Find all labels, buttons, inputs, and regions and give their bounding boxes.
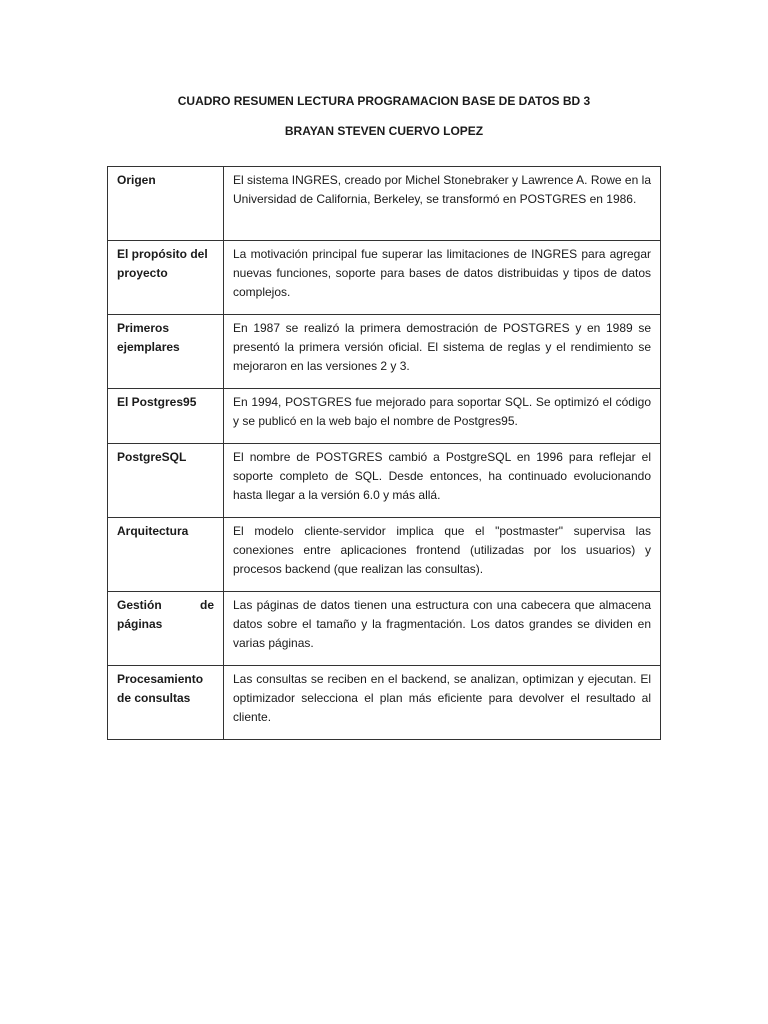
table-row <box>108 315 661 389</box>
row-label: Arquitectura <box>108 518 224 592</box>
table-row <box>108 167 661 241</box>
row-label: Procesamiento de consultas <box>108 666 224 740</box>
table-row <box>108 444 661 518</box>
table-row <box>108 241 661 315</box>
row-label: Gestión de páginas <box>108 592 224 666</box>
table-row <box>108 666 661 740</box>
document-author: BRAYAN STEVEN CUERVO LOPEZ <box>284 124 484 138</box>
row-label: El propósito del proyecto <box>108 241 224 315</box>
row-content: El modelo cliente-servidor implica que el "postmaster" supervisa las conexiones entre aplicaciones frontend (utilizadas por los usuarios) y procesos backend (que realizan las consultas). <box>224 518 661 592</box>
row-label: Origen <box>108 167 224 241</box>
row-label: PostgreSQL <box>108 444 224 518</box>
document-title: CUADRO RESUMEN LECTURA PROGRAMACION BASE DE DATOS BD 3 <box>177 94 591 108</box>
row-content: En 1994, POSTGRES fue mejorado para soportar SQL. Se optimizó el código y se publicó en la web bajo el nombre de Postgres95. <box>224 389 661 444</box>
row-content: Las consultas se reciben en el backend, se analizan, optimizan y ejecutan. El optimizador selecciona el plan más eficiente para devolver el resultado al cliente. <box>224 666 661 740</box>
row-label: El Postgres95 <box>108 389 224 444</box>
row-content: El nombre de POSTGRES cambió a PostgreSQL en 1996 para reflejar el soporte completo de SQL. Desde entonces, ha continuado evolucionando hasta llegar a la versión 6.0 y más allá. <box>224 444 661 518</box>
table-row <box>108 518 661 592</box>
row-label: Primeros ejemplares <box>108 315 224 389</box>
row-content: La motivación principal fue superar las limitaciones de INGRES para agregar nuevas funciones, soporte para bases de datos distribuidas y tipos de datos complejos. <box>224 241 661 315</box>
table-row <box>108 389 661 444</box>
summary-table <box>107 166 661 740</box>
row-content: El sistema INGRES, creado por Michel Stonebraker y Lawrence A. Rowe en la Universidad de California, Berkeley, se transformó en POSTGRES en 1986. <box>224 167 661 241</box>
row-content: En 1987 se realizó la primera demostración de POSTGRES y en 1989 se presentó la primera versión oficial. El sistema de reglas y el rendimiento se mejoraron en las versiones 2 y 3. <box>224 315 661 389</box>
row-content: Las páginas de datos tienen una estructura con una cabecera que almacena datos sobre el tamaño y la fragmentación. Los datos grandes se dividen en varias páginas. <box>224 592 661 666</box>
table-row <box>108 592 661 666</box>
